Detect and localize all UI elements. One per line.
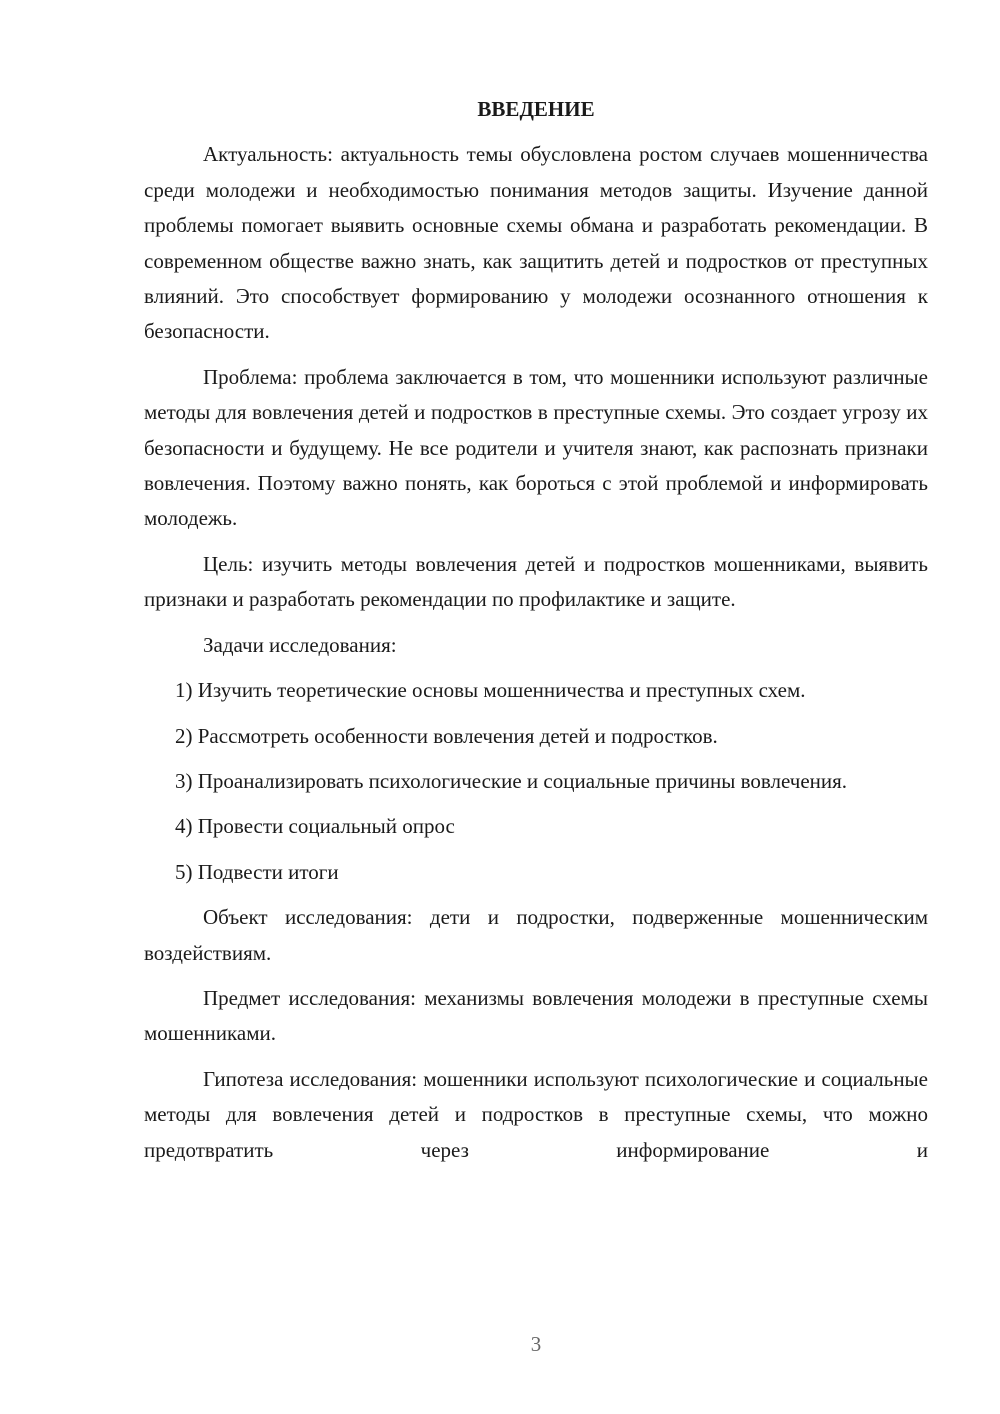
- task-item: 2) Рассмотреть особенности вовлечения детей и подростков.: [175, 723, 718, 748]
- page-content: [144, 92, 928, 1178]
- task-item: 5) Подвести итоги: [175, 859, 339, 884]
- page-number: 3: [530, 1332, 542, 1356]
- goal-paragraph: Цель: изучить методы вовлечения детей и подростков мошенниками, выявить признаки и разработать рекомендации по профилактике и защите.: [144, 551, 928, 612]
- relevance-paragraph: Актуальность: актуальность темы обусловлена ростом случаев мошенничества среди молодежи и необходимостью понимания методов защиты. Изучение данной проблемы помогает выявить основные схемы обмана и разработать рекомендации. В современном обществе важно знать, как защитить детей и подростков от преступных влияний. Это способствует формированию у молодежи осознанного отношения к безопасности.: [144, 142, 928, 344]
- problem-paragraph: Проблема: проблема заключается в том, что мошенники используют различные методы для вовлечения детей и подростков в преступные схемы. Это создает угрозу их безопасности и будущему. Не все родители и учителя знают, как распознать признаки вовлечения. Поэтому важно понять, как бороться с этой проблемой и информировать молодежь.: [144, 364, 928, 531]
- task-item: 3) Проанализировать психологические и социальные причины вовлечения.: [175, 768, 848, 793]
- section-title: ВВЕДЕНИЕ: [477, 97, 595, 121]
- hypothesis-paragraph: Гипотеза исследования: мошенники используют психологические и социальные методы для вовлечения детей и подростков в преступные схемы, что можно предотвратить через информирование и: [144, 1066, 928, 1162]
- task-item: 4) Провести социальный опрос: [175, 814, 455, 839]
- object-paragraph: Объект исследования: дети и подростки, подверженные мошенническим воздействиям.: [144, 905, 928, 965]
- task-item: 1) Изучить теоретические основы мошенничества и преступных схем.: [175, 678, 806, 703]
- tasks-heading: Задачи исследования:: [203, 632, 397, 657]
- subject-paragraph: Предмет исследования: механизмы вовлечения молодежи в преступные схемы мошенниками.: [144, 985, 928, 1046]
